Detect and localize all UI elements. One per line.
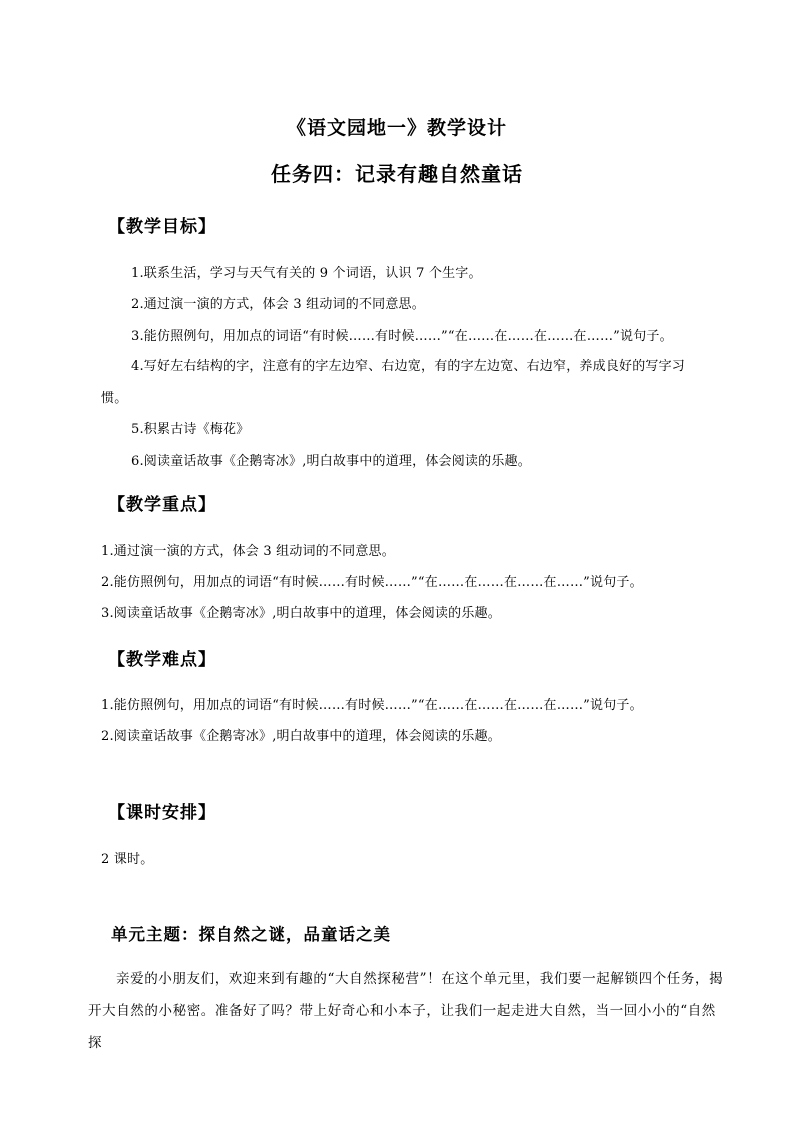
unit-theme: 单元主题：探自然之谜，品童话之美	[111, 925, 391, 944]
key-point-item: 3.阅读童话故事《企鹅寄冰》,明白故事中的道理，体会阅读的乐趣。	[101, 606, 501, 621]
key-points-heading: 【教学重点】	[108, 495, 216, 515]
schedule-text: 2 课时。	[101, 852, 154, 867]
objective-item: 1.联系生活，学习与天气有关的 9 个词语，认识 7 个生字。	[131, 266, 482, 281]
key-point-item: 1.通过演一演的方式，体会 3 组动词的不同意思。	[101, 544, 395, 559]
schedule-heading: 【课时安排】	[108, 803, 216, 823]
difficulties-heading: 【教学难点】	[108, 650, 216, 670]
objectives-heading: 【教学目标】	[108, 217, 216, 237]
objective-item: 2.通过演一演的方式，体会 3 组动词的不同意思。	[131, 297, 425, 312]
objective-item: 5.积累古诗《梅花》	[131, 422, 250, 437]
document-subtitle: 任务四：记录有趣自然童话	[271, 162, 523, 186]
objective-item: 6.阅读童话故事《企鹅寄冰》,明白故事中的道理，体会阅读的乐趣。	[131, 454, 531, 469]
unit-intro-paragraph: 亲爱的小朋友们，欢迎来到有趣的“大自然探秘营”！在这个单元里，我们要一起解锁四个任务，揭开大自然的小秘密。准备好了吗？带上好奇心和小本子，让我们一起走进大自然，当一回小小的“自然探	[88, 971, 724, 1051]
difficulty-item: 2.阅读童话故事《企鹅寄冰》,明白故事中的道理，体会阅读的乐趣。	[101, 729, 501, 744]
document-title: 《语文园地一》教学设计	[286, 117, 507, 139]
objective-item: 3.能仿照例句，用加点的词语“有时候……有时候……”“在……在……在……在……”说句子。	[131, 329, 673, 344]
key-point-item: 2.能仿照例句，用加点的词语“有时候……有时候……”“在……在……在……在……”说句子。	[101, 575, 643, 590]
objective-item-continuation: 惯。	[101, 391, 128, 406]
objective-item: 4.写好左右结构的字，注意有的字左边窄、右边宽，有的字左边宽、右边窄，养成良好的写字习	[131, 359, 686, 374]
difficulty-item: 1.能仿照例句，用加点的词语“有时候……有时候……”“在……在……在……在……”说句子。	[101, 698, 643, 713]
